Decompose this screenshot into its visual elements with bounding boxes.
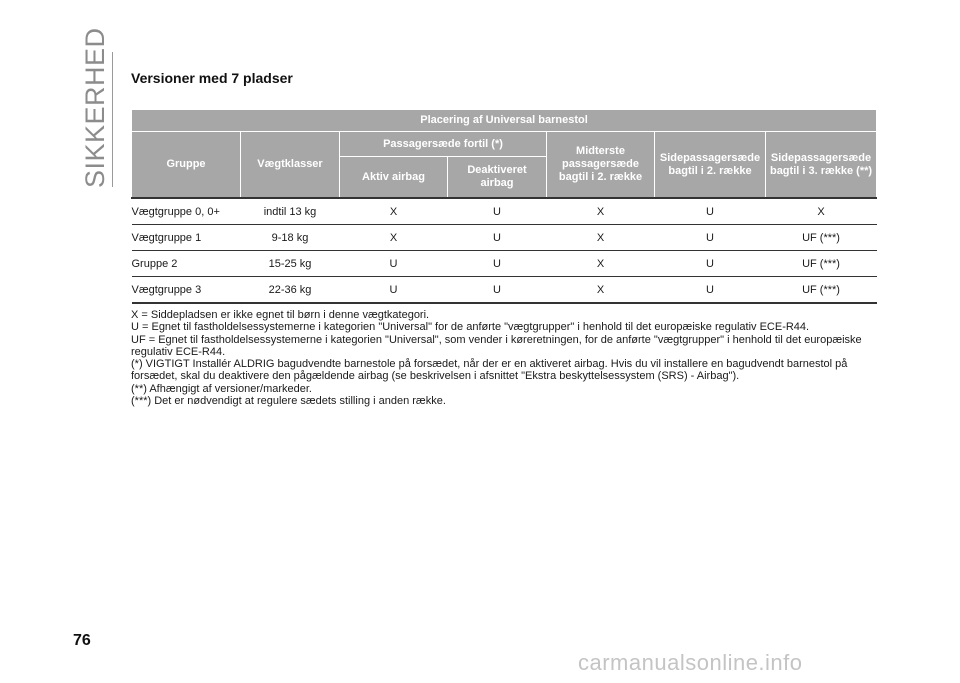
table-notes [131,309,876,407]
note-seat-position: (***) Det er nødvendigt at regulere sædets stilling i anden række. [131,395,446,408]
cell-group: Vægtgruppe 0, 0+ [132,198,241,225]
note-u: U = Egnet til fastholdelsessystemerne i kategorien "Universal" for de anførte "vægtgrupper" i henhold til det europæiske regulativ ECE-R44. [131,321,810,334]
cell-weight: 9-18 kg [241,225,340,251]
cell-side2: U [655,225,766,251]
header-group: Gruppe [132,132,241,199]
cell-middle: X [547,251,655,277]
cell-side3: UF (***) [766,277,877,304]
header-airbag-deactivated: Deaktiveret airbag [448,157,547,199]
cell-active: X [340,198,448,225]
page-title: Versioner med 7 pladser [131,70,293,86]
cell-deactivated: U [448,198,547,225]
page-number: 76 [73,632,91,649]
section-tab-label: SIKKERHED [80,27,110,188]
cell-side2: U [655,277,766,304]
cell-group: Vægtgruppe 1 [132,225,241,251]
cell-middle: X [547,277,655,304]
cell-group: Vægtgruppe 3 [132,277,241,304]
table-row [132,251,877,277]
cell-side3: UF (***) [766,251,877,277]
table-row [132,225,877,251]
table-row [132,198,877,225]
note-x: X = Siddepladsen er ikke egnet til børn i denne vægtkategori. [131,309,430,321]
section-divider [112,52,113,187]
cell-active: U [340,251,448,277]
cell-deactivated: U [448,251,547,277]
cell-deactivated: U [448,277,547,304]
cell-weight: indtil 13 kg [241,198,340,225]
header-row2-side: Sidepassagersæde bagtil i 2. række [655,132,766,199]
cell-group: Gruppe 2 [132,251,241,277]
cell-side2: U [655,251,766,277]
table-row [132,277,877,304]
header-airbag-active: Aktiv airbag [340,157,448,199]
watermark: carmanualsonline.info [578,650,803,675]
cell-active: U [340,277,448,304]
child-seat-table [131,109,877,304]
cell-deactivated: U [448,225,547,251]
cell-side2: U [655,198,766,225]
header-row3-side: Sidepassagersæde bagtil i 3. række (**) [766,132,877,199]
cell-side3: UF (***) [766,225,877,251]
note-versions: (**) Afhængigt af versioner/markeder. [131,382,312,395]
cell-weight: 22-36 kg [241,277,340,304]
cell-middle: X [547,225,655,251]
cell-middle: X [547,198,655,225]
note-uf: UF = Egnet til fastholdelsessystemerne i kategorien "Universal", som vender i køreretningen, for de anførte "vægtgrupper" i henhold til det europæiske regulativ ECE-R44. [131,333,862,358]
section-tab [80,27,110,188]
cell-weight: 15-25 kg [241,251,340,277]
cell-side3: X [766,198,877,225]
cell-active: X [340,225,448,251]
header-row2-middle: Midterste passagersæde bagtil i 2. række [547,132,655,199]
header-weight: Vægtklasser [241,132,340,199]
table-group-header: Placering af Universal barnestol [132,110,877,132]
note-important: (*) VIGTIGT Installér ALDRIG bagudvendte barnestole på forsædet, når der er en aktiveret airbag. Hvis du vil installere en bagudvendt barnestol på forsædet, skal du deaktivere den pågældende airbag (se beskrivelsen i afsnittet "Ekstra beskyttelsessystem (SRS) - Airbag"). [131,358,848,383]
header-front-seat: Passagersæde fortil (*) [340,132,547,157]
